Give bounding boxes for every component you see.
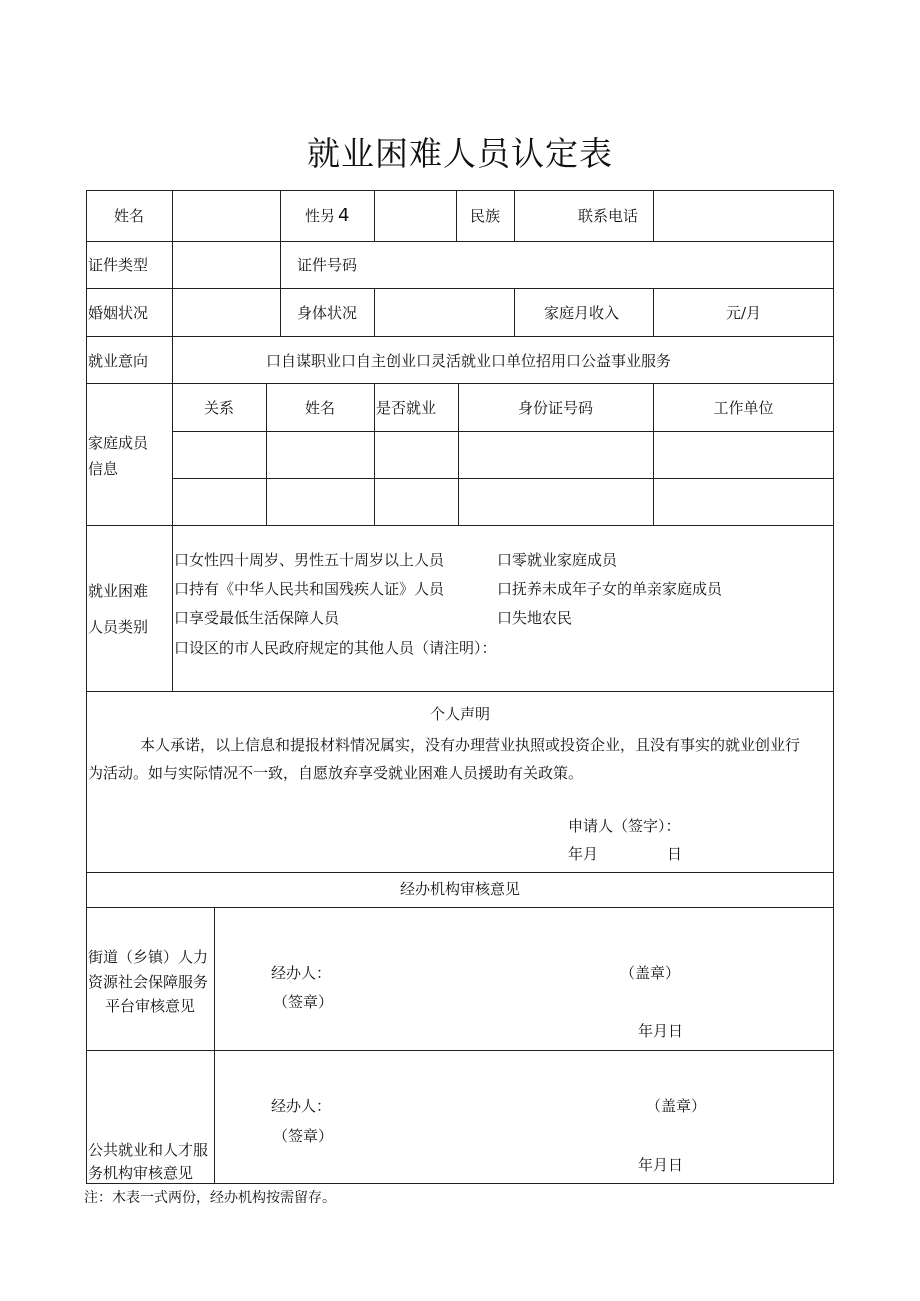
category-item-low-income[interactable]: 口享受最低生活保障人员 [174, 609, 340, 627]
declaration-title: 个人声明 [429, 705, 490, 723]
street-seal: （盖章） [620, 964, 681, 982]
label-name: 姓名 [113, 207, 144, 225]
public-sign: （签章） [273, 1127, 334, 1145]
public-handler: 经办人： [271, 1097, 332, 1115]
label-health: 身体状况 [297, 304, 358, 322]
street-handler: 经办人： [271, 964, 332, 982]
family-header-name: 姓名 [304, 399, 335, 417]
label-ethnic: 民族 [469, 207, 500, 225]
employment-intent-options[interactable]: 口自谋职业口自主创业口灵活就业口单位招用口公益事业服务 [266, 352, 672, 370]
label-employment-intent: 就业意向 [88, 352, 149, 370]
label-marriage: 婚姻状况 [88, 304, 149, 322]
family-header-id: 身份证号码 [517, 399, 593, 417]
label-income: 家庭月收入 [544, 304, 620, 322]
category-item-single-parent[interactable]: 口抚养未成年子女的单亲家庭成员 [497, 580, 723, 598]
public-date: 年月日 [638, 1156, 684, 1174]
public-label-2: 务机构审核意见 [88, 1164, 194, 1182]
category-item-other[interactable]: 口设区的市人民政府规定的其他人员（请注明）： [174, 639, 497, 657]
family-header-workplace: 工作单位 [713, 399, 774, 417]
label-gender [305, 207, 349, 225]
declaration-signer: 申请人（签字）： [568, 817, 681, 835]
review-title: 经办机构审核意见 [399, 880, 520, 898]
label-family-1: 家庭成员 [88, 434, 149, 452]
street-sign: （签章） [273, 993, 334, 1011]
page-title: 就业困难人员认定表 [307, 134, 613, 173]
label-category-2: 人员类别 [88, 618, 149, 636]
category-item-age[interactable]: 口女性四十周岁、男性五十周岁以上人员 [174, 551, 445, 569]
label-gender-value: 4 [338, 205, 350, 226]
label-category-1: 就业困难 [88, 582, 149, 600]
public-seal: （盖章） [646, 1097, 707, 1115]
family-header-relation: 关系 [203, 399, 234, 417]
declaration-date-ym: 年月 [568, 845, 599, 863]
category-item-landless[interactable]: 口失地农民 [497, 609, 573, 627]
category-item-zero-employment[interactable]: 口零就业家庭成员 [497, 551, 618, 569]
footnote: 注：木表一式两份，经办机构按需留存。 [84, 1190, 336, 1206]
label-income-unit: 元/月 [725, 304, 762, 322]
label-id-number: 证件号码 [297, 256, 358, 274]
street-label-2: 资源社会保障服务 [88, 973, 209, 991]
declaration-line-1: 本人承诺，以上信息和提报材料情况属实，没有办理营业执照或投资企业，且没有事实的就业创业行 [140, 736, 801, 754]
family-header-employed: 是否就业 [376, 399, 437, 417]
label-id-type: 证件类型 [88, 256, 149, 274]
label-family-2: 信息 [88, 460, 119, 478]
form-table [86, 190, 834, 1183]
street-label-1: 街道（乡镇）人力 [88, 948, 209, 966]
label-phone: 联系电话 [578, 207, 639, 225]
label-gender-text: 性另 [305, 207, 336, 225]
declaration-date-day: 日 [667, 845, 683, 863]
category-item-disability[interactable]: 口持有《中华人民共和国残疾人证》人员 [174, 580, 445, 598]
declaration-line-2: 为活动。如与实际情况不一致，自愿放弃享受就业困难人员援助有关政策。 [88, 764, 584, 782]
public-label-1: 公共就业和人才服 [88, 1141, 209, 1159]
street-date: 年月日 [638, 1022, 684, 1040]
street-label-3: 平台审核意见 [105, 997, 196, 1015]
